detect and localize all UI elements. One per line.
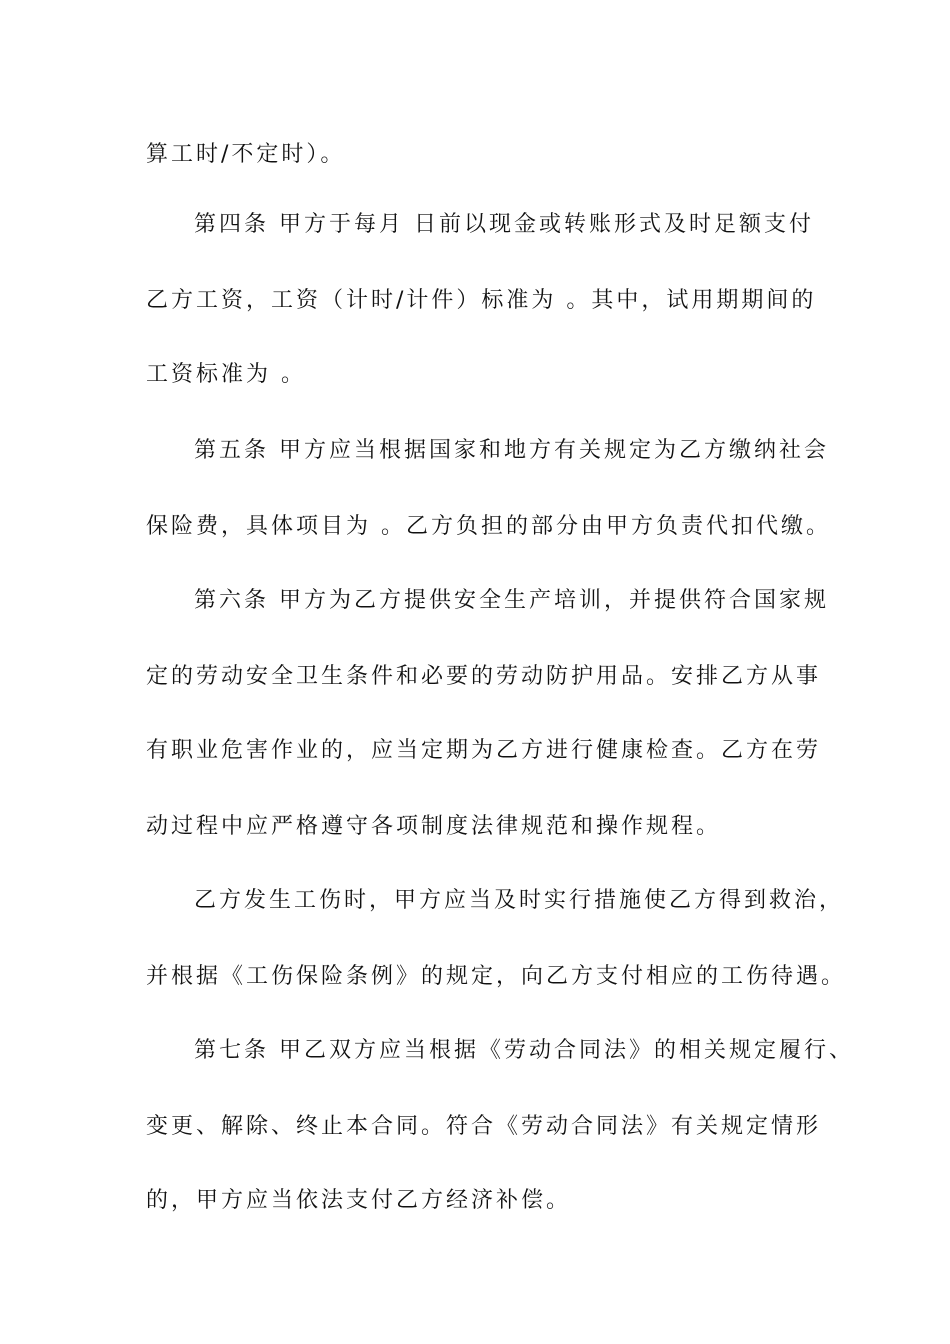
text-line-8: 定的劳动安全卫生条件和必要的劳动防护用品。安排乙方从事 <box>146 664 822 689</box>
text-line-6: 保险费，具体项目为 。乙方负担的部分由甲方负责代扣代缴。 <box>146 514 831 539</box>
text-line-12: 并根据《工伤保险条例》的规定，向乙方支付相应的工伤待遇。 <box>146 964 847 989</box>
text-line-5: 第五条 甲方应当根据国家和地方有关规定为乙方缴纳社会 <box>194 438 829 463</box>
text-line-14: 变更、解除、终止本合同。符合《劳动合同法》有关规定情形 <box>146 1114 822 1139</box>
text-line-11: 乙方发生工伤时，甲方应当及时实行措施使乙方得到救治， <box>194 888 845 913</box>
text-line-9: 有职业危害作业的，应当定期为乙方进行健康检查。乙方在劳 <box>146 738 822 763</box>
text-line-13: 第七条 甲乙双方应当根据《劳动合同法》的相关规定履行、 <box>194 1038 854 1063</box>
text-line-1: 算工时/不定时）。 <box>146 142 346 167</box>
text-line-7: 第六条 甲方为乙方提供安全生产培训，并提供符合国家规 <box>194 588 829 613</box>
text-line-15: 的，甲方应当依法支付乙方经济补偿。 <box>146 1188 572 1213</box>
text-line-10: 动过程中应严格遵守各项制度法律规范和操作规程。 <box>146 814 722 839</box>
text-line-4: 工资标准为 。 <box>146 362 306 387</box>
text-line-3: 乙方工资，工资（计时/计件）标准为 。其中，试用期期间的 <box>146 288 817 313</box>
text-line-2: 第四条 甲方于每月 日前以现金或转账形式及时足额支付 <box>194 212 814 237</box>
